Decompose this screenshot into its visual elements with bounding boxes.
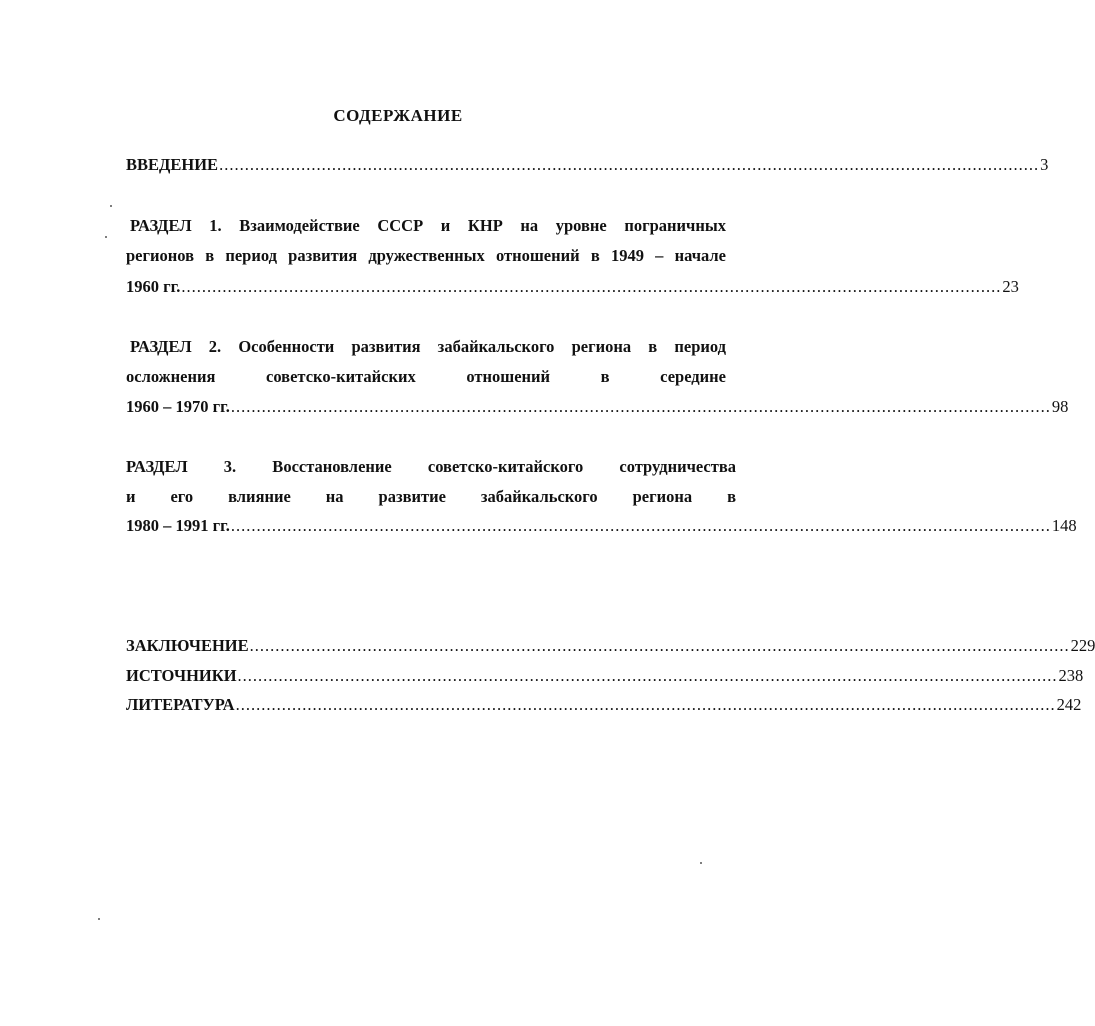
leader-dots: ................................................................................................................................................................ bbox=[230, 516, 1051, 535]
toc-section-1-line-2: регионов в период развития дружественных отношений в 1949 – начале bbox=[126, 246, 726, 265]
toc-section-2-line-2: осложнения советско-китайских отношений в середине bbox=[126, 367, 726, 386]
toc-entry-page: 242 bbox=[1056, 695, 1082, 714]
toc-entry-literature bbox=[126, 695, 1082, 717]
toc-entry-label: ЛИТЕРАТУРА bbox=[126, 695, 235, 714]
scan-speck bbox=[98, 918, 100, 920]
toc-section-3-line-3 bbox=[126, 516, 1077, 538]
toc-section-2-line-3 bbox=[126, 397, 1069, 419]
toc-section-3-line-2: и его влияние на развитие забайкальского региона в bbox=[126, 487, 736, 506]
toc-entry-label: 1980 – 1991 гг. bbox=[126, 516, 230, 535]
toc-entry-page: 229 bbox=[1070, 636, 1095, 655]
toc-entry-sources bbox=[126, 666, 1084, 688]
toc-entry-page: 148 bbox=[1051, 516, 1077, 535]
leader-dots: ................................................................................................................................................................ bbox=[237, 666, 1058, 685]
leader-dots: ................................................................................................................................................................ bbox=[219, 155, 1040, 174]
toc-section-2-line-1: РАЗДЕЛ 2. Особенности развития забайкальского региона в период bbox=[130, 337, 726, 356]
toc-entry-conclusion bbox=[126, 636, 1095, 658]
toc-entry-label: ВВЕДЕНИЕ bbox=[126, 155, 219, 174]
leader-dots: ................................................................................................................................................................ bbox=[230, 397, 1051, 416]
toc-entry-label: 1960 – 1970 гг. bbox=[126, 397, 230, 416]
leader-dots: ................................................................................................................................................................ bbox=[181, 277, 1002, 296]
toc-entry-label: ЗАКЛЮЧЕНИЕ bbox=[126, 636, 249, 655]
toc-section-1-line-1: РАЗДЕЛ 1. Взаимодействие СССР и КНР на уровне пограничных bbox=[130, 216, 726, 235]
leader-dots: ................................................................................................................................................................ bbox=[235, 695, 1056, 714]
toc-entry-label: ИСТОЧНИКИ bbox=[126, 666, 237, 685]
toc-section-1-line-3 bbox=[126, 277, 1019, 299]
toc-section-3-line-1: РАЗДЕЛ 3. Восстановление советско-китайского сотрудничества bbox=[126, 457, 736, 476]
scan-speck bbox=[700, 862, 702, 864]
scan-speck bbox=[110, 205, 112, 207]
toc-entry-page: 238 bbox=[1058, 666, 1084, 685]
scan-speck bbox=[105, 236, 107, 238]
page-title: СОДЕРЖАНИЕ bbox=[333, 106, 463, 125]
toc-entry-intro bbox=[126, 155, 1049, 177]
toc-entry-page: 3 bbox=[1040, 155, 1049, 174]
leader-dots: ................................................................................................................................................................ bbox=[249, 636, 1070, 655]
toc-entry-label: 1960 гг. bbox=[126, 277, 181, 296]
toc-entry-page: 98 bbox=[1051, 397, 1069, 416]
toc-entry-page: 23 bbox=[1002, 277, 1019, 296]
